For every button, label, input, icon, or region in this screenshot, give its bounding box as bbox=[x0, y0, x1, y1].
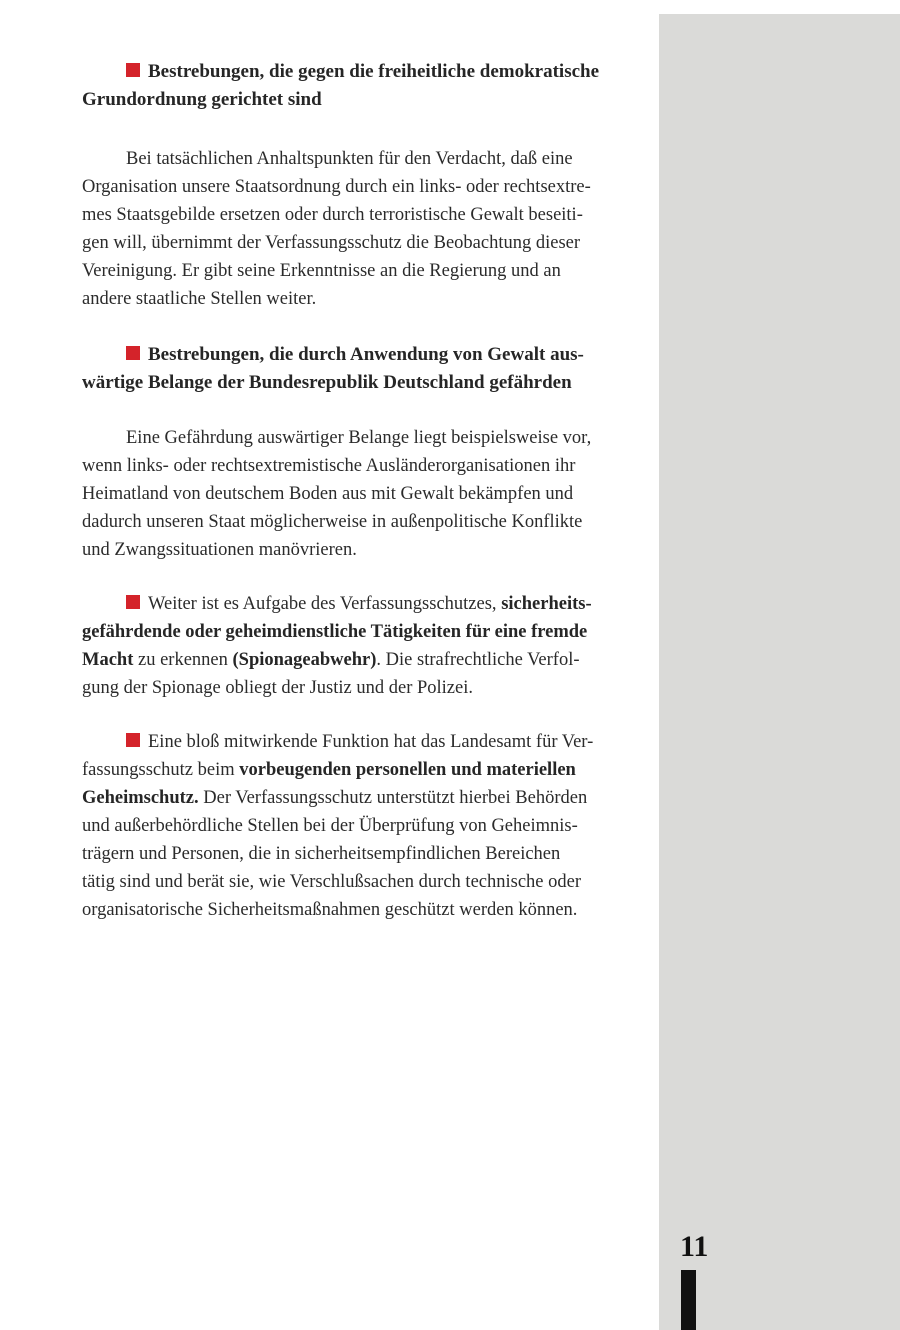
page-number: 11 bbox=[680, 1230, 709, 1263]
red-square-bullet-icon bbox=[126, 733, 140, 747]
red-square-bullet-icon bbox=[126, 63, 140, 77]
paragraph-geheimschutz: Eine bloß mitwirkende Funktion hat das Landesamt für Ver- fassungsschutz beim vorbeugenden personellen und materiellen Geheimschutz. Der Verfassungsschutz unterstützt hierbei Behörden und außerbehördliche Stellen bei der Überprüfung von Geheimnis- trägern und Personen, die in sicherheitsempfindlichen Bereichen tätig sind und berät sie, wie Verschlußsachen durch technische oder organisatorische Sicherheitsmaßnahmen geschützt werden können. bbox=[82, 732, 594, 920]
section-heading-2: Bestrebungen, die durch Anwendung von Gewalt aus- wärtige Belange der Bundesrepublik Deutschland gefährden bbox=[82, 344, 584, 393]
section-body-2: Eine Gefährdung auswärtiger Belange liegt beispielsweise vor, wenn links- oder rechtsextremistische Ausländerorganisationen ihr Heimatland von deutschem Boden aus mit Gewalt bekämpfen und dadurch unseren Staat möglicherweise in außenpolitische Konflikte und Zwangssituationen manövrieren. bbox=[82, 428, 592, 560]
section-body-1: Bei tatsächlichen Anhaltspunkten für den Verdacht, daß eine Organisation unsere Staatsordnung durch ein links- oder rechtsextre- mes Staatsgebilde ersetzen oder durch terroristische Gewalt beseiti- gen will, übernimmt der Verfassungsschutz die Beobachtung dieser Vereinigung. Er gibt seine Erkenntnisse an die Regierung und an andere staatliche Stellen weiter. bbox=[82, 149, 591, 309]
side-strip bbox=[659, 14, 900, 1330]
red-square-bullet-icon bbox=[126, 595, 140, 609]
page-number-bar bbox=[681, 1270, 696, 1330]
paragraph-spionageabwehr: Weiter ist es Aufgabe des Verfassungsschutzes, sicherheits- gefährdende oder geheimdienstliche Tätigkeiten für eine fremde Macht zu erkennen (Spionageabwehr). Die strafrechtliche Verfol- gung der Spionage obliegt der Justiz und der Polizei. bbox=[82, 594, 592, 698]
red-square-bullet-icon bbox=[126, 346, 140, 360]
section-heading-1: Bestrebungen, die gegen die freiheitliche demokratische Grundordnung gerichtet sind bbox=[82, 61, 600, 110]
